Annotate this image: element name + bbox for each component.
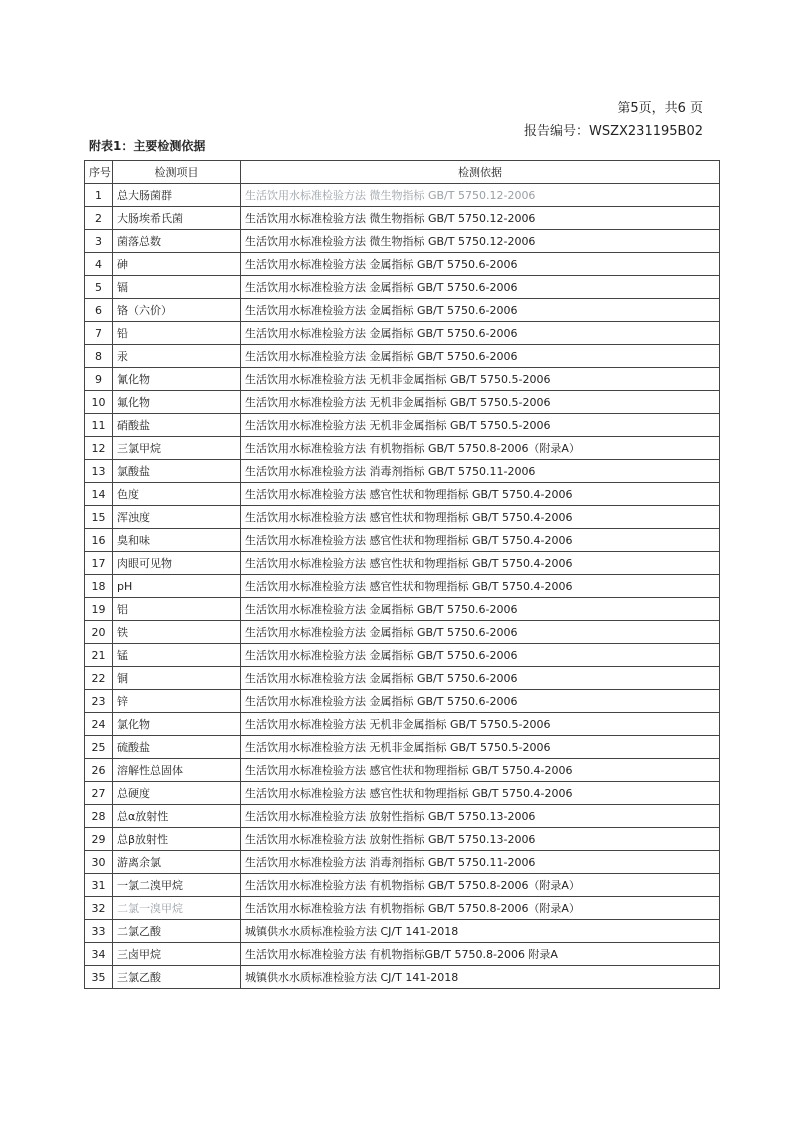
test-item: 氟化物	[113, 391, 241, 414]
test-item: 一氯二溴甲烷	[113, 874, 241, 897]
row-number: 32	[85, 897, 113, 920]
row-number: 14	[85, 483, 113, 506]
table-body	[85, 184, 720, 989]
test-item: 肉眼可见物	[113, 552, 241, 575]
column-header-no: 序号	[85, 161, 113, 184]
table-row	[85, 644, 720, 667]
test-item: 游离余氯	[113, 851, 241, 874]
test-item: 浑浊度	[113, 506, 241, 529]
table-row	[85, 782, 720, 805]
table-row	[85, 299, 720, 322]
test-item: 氯化物	[113, 713, 241, 736]
test-basis: 生活饮用水标准检验方法 消毒剂指标 GB/T 5750.11-2006	[241, 851, 720, 874]
test-basis: 生活饮用水标准检验方法 感官性状和物理指标 GB/T 5750.4-2006	[241, 552, 720, 575]
test-basis: 生活饮用水标准检验方法 感官性状和物理指标 GB/T 5750.4-2006	[241, 483, 720, 506]
test-basis: 生活饮用水标准检验方法 金属指标 GB/T 5750.6-2006	[241, 690, 720, 713]
row-number: 12	[85, 437, 113, 460]
test-basis: 生活饮用水标准检验方法 有机物指标GB/T 5750.8-2006 附录A	[241, 943, 720, 966]
test-basis: 生活饮用水标准检验方法 微生物指标 GB/T 5750.12-2006	[241, 230, 720, 253]
test-basis: 生活饮用水标准检验方法 感官性状和物理指标 GB/T 5750.4-2006	[241, 759, 720, 782]
table-row	[85, 322, 720, 345]
test-basis: 生活饮用水标准检验方法 感官性状和物理指标 GB/T 5750.4-2006	[241, 506, 720, 529]
row-number: 29	[85, 828, 113, 851]
test-item: 铬（六价）	[113, 299, 241, 322]
row-number: 3	[85, 230, 113, 253]
test-item: 镉	[113, 276, 241, 299]
test-item: 氰化物	[113, 368, 241, 391]
test-basis: 生活饮用水标准检验方法 金属指标 GB/T 5750.6-2006	[241, 276, 720, 299]
table-row	[85, 414, 720, 437]
test-basis: 生活饮用水标准检验方法 有机物指标 GB/T 5750.8-2006（附录A）	[241, 437, 720, 460]
row-number: 18	[85, 575, 113, 598]
table-row	[85, 943, 720, 966]
table-row	[85, 345, 720, 368]
row-number: 21	[85, 644, 113, 667]
test-item: 总硬度	[113, 782, 241, 805]
test-item: 三氯甲烷	[113, 437, 241, 460]
table-header-row	[85, 161, 720, 184]
table-row	[85, 966, 720, 989]
test-basis: 生活饮用水标准检验方法 无机非金属指标 GB/T 5750.5-2006	[241, 713, 720, 736]
row-number: 11	[85, 414, 113, 437]
row-number: 33	[85, 920, 113, 943]
test-basis: 生活饮用水标准检验方法 微生物指标 GB/T 5750.12-2006	[241, 207, 720, 230]
table-row	[85, 368, 720, 391]
row-number: 9	[85, 368, 113, 391]
test-basis: 生活饮用水标准检验方法 放射性指标 GB/T 5750.13-2006	[241, 805, 720, 828]
page-number: 第5页，共6 页	[617, 101, 703, 116]
test-basis: 生活饮用水标准检验方法 金属指标 GB/T 5750.6-2006	[241, 299, 720, 322]
detection-basis-table	[84, 160, 720, 989]
table-row	[85, 667, 720, 690]
row-number: 35	[85, 966, 113, 989]
test-basis: 城镇供水水质标准检验方法 CJ/T 141-2018	[241, 966, 720, 989]
table-row	[85, 483, 720, 506]
row-number: 4	[85, 253, 113, 276]
table-row	[85, 621, 720, 644]
column-header-basis: 检测依据	[241, 161, 720, 184]
table-row	[85, 460, 720, 483]
test-basis: 生活饮用水标准检验方法 金属指标 GB/T 5750.6-2006	[241, 322, 720, 345]
test-item: 汞	[113, 345, 241, 368]
row-number: 8	[85, 345, 113, 368]
test-item: 硫酸盐	[113, 736, 241, 759]
test-basis: 生活饮用水标准检验方法 金属指标 GB/T 5750.6-2006	[241, 253, 720, 276]
table-row	[85, 920, 720, 943]
test-item: 三卤甲烷	[113, 943, 241, 966]
table-row	[85, 690, 720, 713]
test-item: 氯酸盐	[113, 460, 241, 483]
row-number: 16	[85, 529, 113, 552]
table-row	[85, 759, 720, 782]
table-row	[85, 391, 720, 414]
table-row	[85, 207, 720, 230]
row-number: 6	[85, 299, 113, 322]
test-item: 二氯一溴甲烷	[113, 897, 241, 920]
table-caption: 附表1：主要检测依据	[89, 139, 206, 153]
row-number: 34	[85, 943, 113, 966]
test-item: 总β放射性	[113, 828, 241, 851]
test-item: 大肠埃希氏菌	[113, 207, 241, 230]
row-number: 19	[85, 598, 113, 621]
row-number: 26	[85, 759, 113, 782]
table-row	[85, 874, 720, 897]
row-number: 7	[85, 322, 113, 345]
test-basis: 生活饮用水标准检验方法 消毒剂指标 GB/T 5750.11-2006	[241, 460, 720, 483]
test-item: 硝酸盐	[113, 414, 241, 437]
test-basis: 生活饮用水标准检验方法 感官性状和物理指标 GB/T 5750.4-2006	[241, 575, 720, 598]
test-basis: 生活饮用水标准检验方法 有机物指标 GB/T 5750.8-2006（附录A）	[241, 897, 720, 920]
row-number: 17	[85, 552, 113, 575]
table-row	[85, 184, 720, 207]
table-row	[85, 598, 720, 621]
row-number: 24	[85, 713, 113, 736]
test-item: 溶解性总固体	[113, 759, 241, 782]
table-row	[85, 828, 720, 851]
test-basis: 生活饮用水标准检验方法 金属指标 GB/T 5750.6-2006	[241, 621, 720, 644]
row-number: 10	[85, 391, 113, 414]
test-basis: 生活饮用水标准检验方法 感官性状和物理指标 GB/T 5750.4-2006	[241, 782, 720, 805]
test-basis: 生活饮用水标准检验方法 金属指标 GB/T 5750.6-2006	[241, 644, 720, 667]
row-number: 1	[85, 184, 113, 207]
row-number: 31	[85, 874, 113, 897]
row-number: 25	[85, 736, 113, 759]
report-number: 报告编号：WSZX231195B02	[523, 124, 703, 139]
test-basis: 生活饮用水标准检验方法 金属指标 GB/T 5750.6-2006	[241, 667, 720, 690]
table-row	[85, 575, 720, 598]
row-number: 30	[85, 851, 113, 874]
test-basis: 生活饮用水标准检验方法 微生物指标 GB/T 5750.12-2006	[241, 184, 720, 207]
table-row	[85, 851, 720, 874]
column-header-item: 检测项目	[113, 161, 241, 184]
test-basis: 城镇供水水质标准检验方法 CJ/T 141-2018	[241, 920, 720, 943]
test-item: 铅	[113, 322, 241, 345]
test-basis: 生活饮用水标准检验方法 金属指标 GB/T 5750.6-2006	[241, 598, 720, 621]
row-number: 5	[85, 276, 113, 299]
table-row	[85, 253, 720, 276]
row-number: 2	[85, 207, 113, 230]
test-item: 菌落总数	[113, 230, 241, 253]
page-header	[524, 97, 703, 143]
test-item: 锌	[113, 690, 241, 713]
table-row	[85, 713, 720, 736]
table-row	[85, 805, 720, 828]
row-number: 28	[85, 805, 113, 828]
table-row	[85, 897, 720, 920]
table-row	[85, 552, 720, 575]
test-basis: 生活饮用水标准检验方法 金属指标 GB/T 5750.6-2006	[241, 345, 720, 368]
table-row	[85, 506, 720, 529]
test-item: 砷	[113, 253, 241, 276]
row-number: 22	[85, 667, 113, 690]
test-basis: 生活饮用水标准检验方法 无机非金属指标 GB/T 5750.5-2006	[241, 368, 720, 391]
test-basis: 生活饮用水标准检验方法 有机物指标 GB/T 5750.8-2006（附录A）	[241, 874, 720, 897]
test-item: 总大肠菌群	[113, 184, 241, 207]
row-number: 15	[85, 506, 113, 529]
table-row	[85, 230, 720, 253]
test-item: 铁	[113, 621, 241, 644]
test-item: 二氯乙酸	[113, 920, 241, 943]
test-item: 三氯乙酸	[113, 966, 241, 989]
test-item: 总α放射性	[113, 805, 241, 828]
test-item: 色度	[113, 483, 241, 506]
table-row	[85, 736, 720, 759]
test-basis: 生活饮用水标准检验方法 无机非金属指标 GB/T 5750.5-2006	[241, 414, 720, 437]
test-basis: 生活饮用水标准检验方法 无机非金属指标 GB/T 5750.5-2006	[241, 736, 720, 759]
test-basis: 生活饮用水标准检验方法 放射性指标 GB/T 5750.13-2006	[241, 828, 720, 851]
test-item: 臭和味	[113, 529, 241, 552]
test-basis: 生活饮用水标准检验方法 感官性状和物理指标 GB/T 5750.4-2006	[241, 529, 720, 552]
table-row	[85, 437, 720, 460]
test-item: pH	[113, 575, 241, 598]
test-item: 铜	[113, 667, 241, 690]
test-item: 锰	[113, 644, 241, 667]
row-number: 20	[85, 621, 113, 644]
row-number: 23	[85, 690, 113, 713]
test-item: 铝	[113, 598, 241, 621]
test-basis: 生活饮用水标准检验方法 无机非金属指标 GB/T 5750.5-2006	[241, 391, 720, 414]
row-number: 27	[85, 782, 113, 805]
table-row	[85, 529, 720, 552]
row-number: 13	[85, 460, 113, 483]
table-row	[85, 276, 720, 299]
